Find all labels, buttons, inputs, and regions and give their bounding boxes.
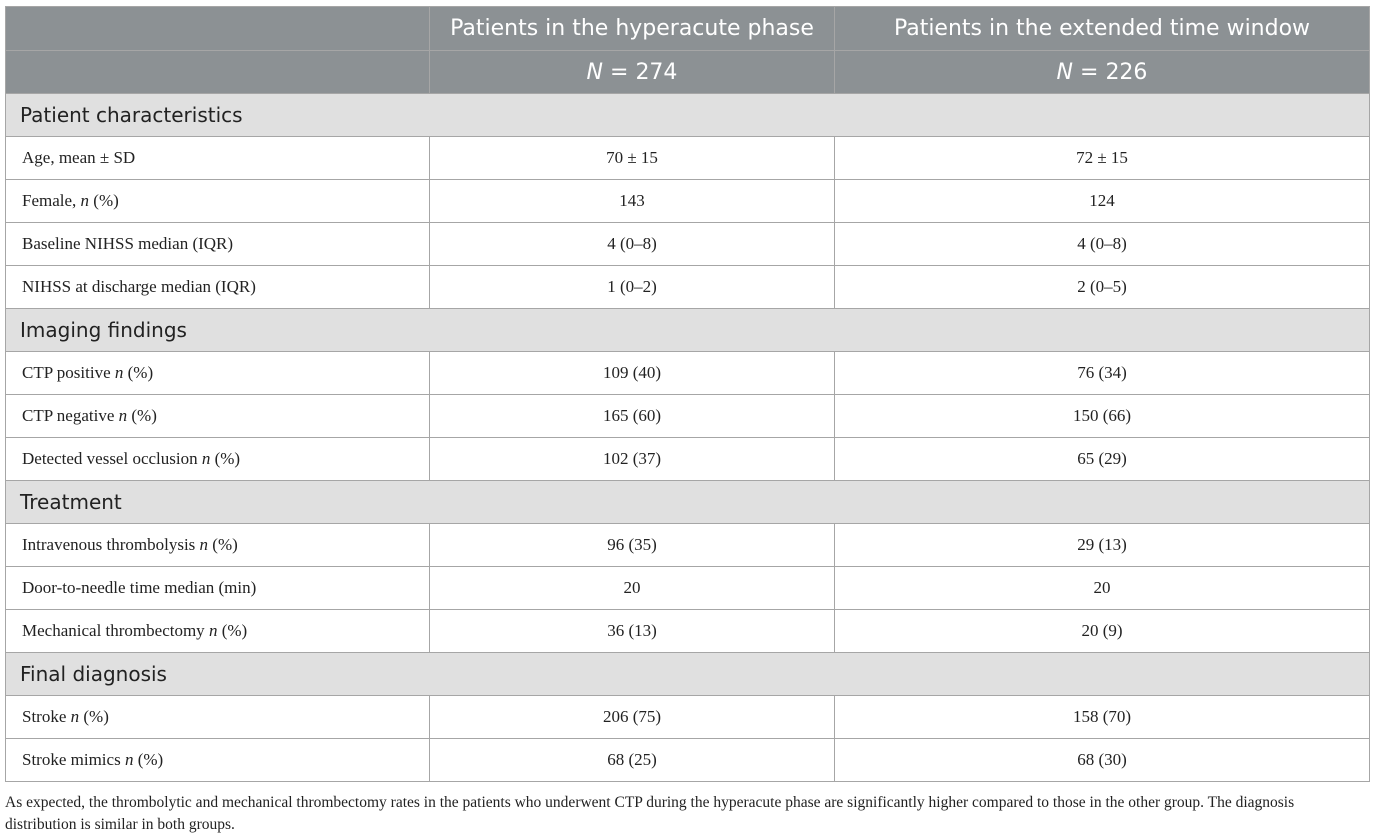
value-hyperacute: 1 (0–2) <box>430 266 835 309</box>
section-row <box>6 481 1370 524</box>
n-symbol: N <box>586 59 604 85</box>
value-hyperacute: 96 (35) <box>430 524 835 567</box>
row-label <box>6 266 430 309</box>
value-extended: 124 <box>835 180 1370 223</box>
section-row <box>6 309 1370 352</box>
row-label-part: n <box>70 707 80 726</box>
n-symbol: N <box>1056 59 1074 85</box>
row-label-part: Stroke <box>22 707 71 726</box>
row-label-part: (%) <box>123 363 154 382</box>
table-caption: As expected, the thrombolytic and mechanical thrombectomy rates in the patients who underwent CTP during the hyperacute phase are significantly higher compared to those in the other group. The diagnosis distribution is similar in both groups. <box>5 794 1295 833</box>
row-label-part: CTP positive <box>22 363 115 382</box>
table-body <box>6 94 1370 782</box>
header-corner-cell-2 <box>6 51 430 94</box>
value-hyperacute: 143 <box>430 180 835 223</box>
row-label-part: (%) <box>79 707 109 726</box>
table-row <box>6 137 1370 180</box>
table-row <box>6 438 1370 481</box>
row-label-part: (%) <box>133 750 164 769</box>
row-label <box>6 137 430 180</box>
section-title: Final diagnosis <box>6 653 1370 696</box>
row-label-part: (%) <box>127 406 157 425</box>
row-label-part: n <box>201 449 211 468</box>
row-label-part: NIHSS at discharge median (IQR) <box>22 277 256 296</box>
table-row <box>6 180 1370 223</box>
row-label-part: (%) <box>217 621 248 640</box>
row-label <box>6 180 430 223</box>
row-label-part: Detected vessel occlusion <box>22 449 202 468</box>
value-hyperacute: 4 (0–8) <box>430 223 835 266</box>
value-hyperacute: 20 <box>430 567 835 610</box>
value-extended: 4 (0–8) <box>835 223 1370 266</box>
value-extended: 76 (34) <box>835 352 1370 395</box>
value-extended: 68 (30) <box>835 739 1370 782</box>
row-label-part: n <box>118 406 128 425</box>
table-row <box>6 739 1370 782</box>
header-row-titles <box>6 7 1370 51</box>
header-hyperacute: Patients in the hyperacute phase <box>430 7 835 51</box>
row-label <box>6 739 430 782</box>
table-row <box>6 395 1370 438</box>
row-label-part: Mechanical thrombectomy <box>22 621 209 640</box>
row-label <box>6 567 430 610</box>
value-extended: 2 (0–5) <box>835 266 1370 309</box>
header-row-counts <box>6 51 1370 94</box>
table-row <box>6 524 1370 567</box>
n-value: 226 <box>1105 59 1148 85</box>
table-container <box>5 6 1369 782</box>
value-extended: 29 (13) <box>835 524 1370 567</box>
table-row <box>6 610 1370 653</box>
value-extended: 65 (29) <box>835 438 1370 481</box>
row-label <box>6 610 430 653</box>
header-n-extended <box>835 51 1370 94</box>
row-label-part: Age, mean ± SD <box>22 148 136 167</box>
row-label-part: n <box>114 363 124 382</box>
value-hyperacute: 36 (13) <box>430 610 835 653</box>
row-label-part: (%) <box>208 535 238 554</box>
value-extended: 20 (9) <box>835 610 1370 653</box>
row-label-part: n <box>208 621 218 640</box>
row-label-part: CTP negative <box>22 406 119 425</box>
row-label <box>6 223 430 266</box>
table-row <box>6 266 1370 309</box>
section-row <box>6 94 1370 137</box>
value-hyperacute: 102 (37) <box>430 438 835 481</box>
header-extended: Patients in the extended time window <box>835 7 1370 51</box>
row-label <box>6 352 430 395</box>
row-label-part: Door-to-needle time median (min) <box>22 578 257 597</box>
value-extended: 72 ± 15 <box>835 137 1370 180</box>
row-label-part: Intravenous thrombolysis <box>22 535 200 554</box>
table-row <box>6 223 1370 266</box>
row-label-part: Stroke mimics <box>22 750 125 769</box>
row-label-part: Baseline NIHSS median (IQR) <box>22 234 234 253</box>
n-equals: = <box>1073 59 1106 85</box>
value-extended: 20 <box>835 567 1370 610</box>
row-label <box>6 395 430 438</box>
row-label-part: (%) <box>89 191 119 210</box>
value-hyperacute: 68 (25) <box>430 739 835 782</box>
table-row <box>6 567 1370 610</box>
value-hyperacute: 165 (60) <box>430 395 835 438</box>
table-row <box>6 696 1370 739</box>
row-label-part: n <box>80 191 90 210</box>
value-hyperacute: 206 (75) <box>430 696 835 739</box>
header-corner-cell <box>6 7 430 51</box>
header-n-hyperacute <box>430 51 835 94</box>
section-title: Treatment <box>6 481 1370 524</box>
section-title: Imaging findings <box>6 309 1370 352</box>
row-label-part: n <box>199 535 209 554</box>
row-label-part: Female, <box>22 191 81 210</box>
row-label-part: n <box>124 750 134 769</box>
row-label <box>6 438 430 481</box>
section-title: Patient characteristics <box>6 94 1370 137</box>
table-row <box>6 352 1370 395</box>
row-label <box>6 524 430 567</box>
table-header <box>6 7 1370 94</box>
n-equals: = <box>603 59 636 85</box>
value-extended: 150 (66) <box>835 395 1370 438</box>
data-table <box>5 6 1370 782</box>
row-label-part: (%) <box>210 449 241 468</box>
section-row <box>6 653 1370 696</box>
value-extended: 158 (70) <box>835 696 1370 739</box>
row-label <box>6 696 430 739</box>
value-hyperacute: 109 (40) <box>430 352 835 395</box>
value-hyperacute: 70 ± 15 <box>430 137 835 180</box>
n-value: 274 <box>635 59 678 85</box>
